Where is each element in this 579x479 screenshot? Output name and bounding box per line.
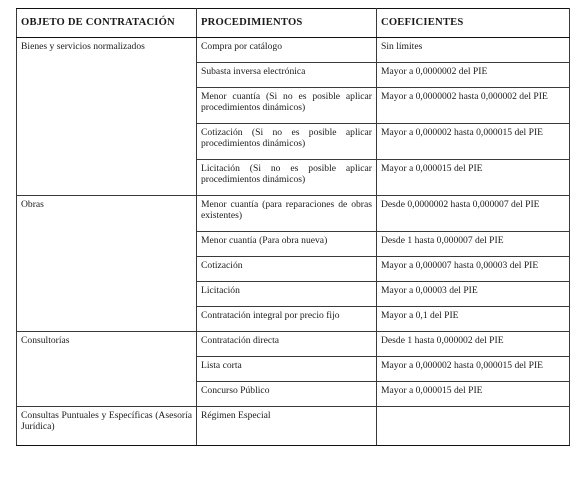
table-row [17,38,570,63]
table-row [17,196,570,232]
coeficiente-cell: Mayor a 0,000015 del PIE [377,160,570,196]
procedimiento-cell: Contratación directa [197,332,377,357]
procedimiento-cell: Cotización [197,257,377,282]
coeficiente-cell: Desde 0,0000002 hasta 0,000007 del PIE [377,196,570,232]
objeto-consultas-puntuales: Consultas Puntuales y Específicas (Asesoría Jurídica) [17,407,197,446]
coeficiente-cell: Mayor a 0,000007 hasta 0,00003 del PIE [377,257,570,282]
procedimiento-cell: Menor cuantía (Para obra nueva) [197,232,377,257]
procedimiento-cell: Lista corta [197,357,377,382]
procedimiento-cell: Concurso Público [197,382,377,407]
coeficiente-cell: Mayor a 0,0000002 hasta 0,000002 del PIE [377,88,570,124]
coeficiente-cell [377,407,570,446]
contracting-procedures-table [16,8,570,446]
procedimiento-cell: Régimen Especial [197,407,377,446]
table-body [17,38,570,446]
header-coeficientes: COEFICIENTES [377,9,570,38]
coeficiente-cell: Mayor a 0,000002 hasta 0,000015 del PIE [377,124,570,160]
procedimiento-cell: Licitación (Si no es posible aplicar procedimientos dinámicos) [197,160,377,196]
coeficiente-cell: Sin límites [377,38,570,63]
header-row [17,9,570,38]
procedimiento-cell: Subasta inversa electrónica [197,63,377,88]
coeficiente-cell: Mayor a 0,000015 del PIE [377,382,570,407]
procedimiento-cell: Licitación [197,282,377,307]
header-objeto: OBJETO DE CONTRATACIÓN [17,9,197,38]
table-row [17,332,570,357]
procedimiento-cell: Compra por catálogo [197,38,377,63]
coeficiente-cell: Mayor a 0,00003 del PIE [377,282,570,307]
coeficiente-cell: Mayor a 0,0000002 del PIE [377,63,570,88]
coeficiente-cell: Mayor a 0,000002 hasta 0,000015 del PIE [377,357,570,382]
objeto-consultorias: Consultorías [17,332,197,407]
procedimiento-cell: Contratación integral por precio fijo [197,307,377,332]
coeficiente-cell: Mayor a 0,1 del PIE [377,307,570,332]
header-procedimientos: PROCEDIMIENTOS [197,9,377,38]
objeto-obras: Obras [17,196,197,332]
procedimiento-cell: Cotización (Si no es posible aplicar procedimientos dinámicos) [197,124,377,160]
coeficiente-cell: Desde 1 hasta 0,000002 del PIE [377,332,570,357]
objeto-bienes-servicios: Bienes y servicios normalizados [17,38,197,196]
table-header [17,9,570,38]
table-row [17,407,570,446]
coeficiente-cell: Desde 1 hasta 0,000007 del PIE [377,232,570,257]
procedimiento-cell: Menor cuantía (Si no es posible aplicar procedimientos dinámicos) [197,88,377,124]
procedimiento-cell: Menor cuantía (para reparaciones de obras existentes) [197,196,377,232]
